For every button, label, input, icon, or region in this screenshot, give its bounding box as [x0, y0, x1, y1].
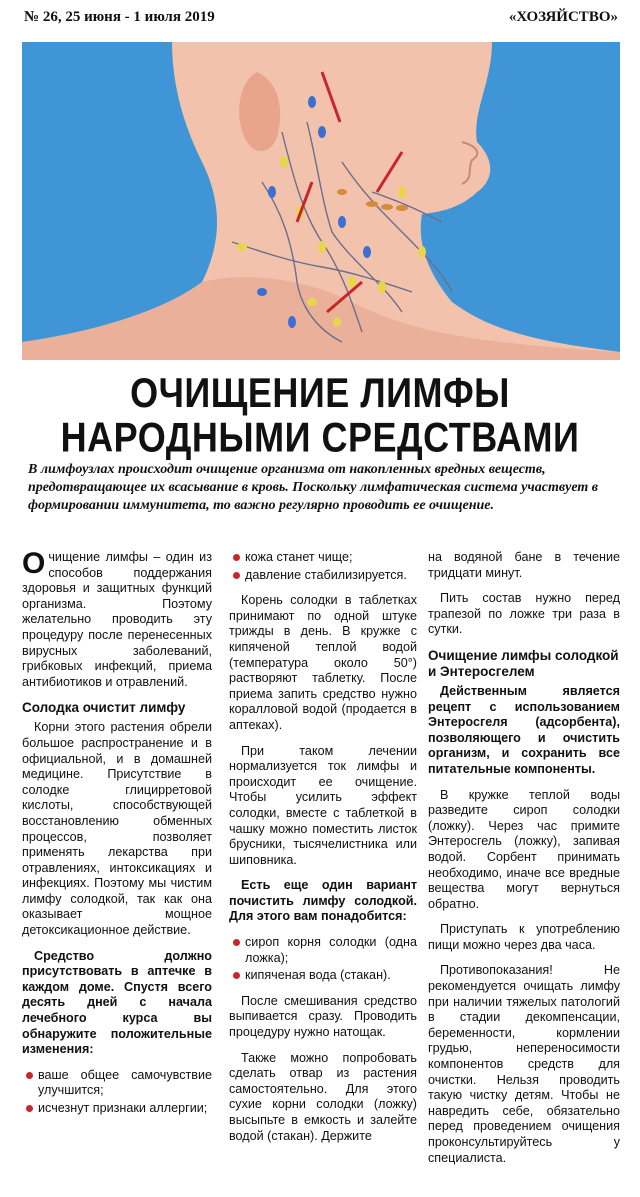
title-line-2: НАРОДНЫМИ СРЕДСТВАМИ: [60, 413, 580, 461]
title-line-1: ОЧИЩЕНИЕ ЛИМФЫ: [130, 368, 510, 416]
ingredients-list: [229, 935, 417, 984]
list-item: ваше общее самочувствие улучшится;: [22, 1068, 212, 1099]
paragraph: При таком лечении нормализуется ток лимфы и происходит ее очищение. Чтобы усилить эффект солодки, вместе с таблеткой в чашку можно поместить листок брусники, тысячелистника или шиповника.: [229, 743, 417, 867]
paragraph: После смешивания средство выпивается сразу. Проводить процедуру нужно натощак.: [229, 993, 417, 1040]
subheading-licorice: Солодка очистит лимфу: [22, 700, 186, 716]
paragraph: Корень солодки в таблетках принимают по одной штуке трижды в день. В кружке с кипяченой теплой водой (температура около 50°) растворяют таблетку. После приема запить средство нужно коралловой водой (продается в аптеках).: [229, 593, 417, 732]
paragraph: Корни этого растения обрели большое распространение и в официальной, и в домашней медицине. Присутствие в солодке глицирретовой кислоты, способствующей восстановлению обменных процессов, позволяет применять лекарства при отравлениях, интоксикациях и инфекциях. Поэтому мы чистим лимфу солодкой, так как она оказывает мощное детоксикационное действие.: [22, 720, 212, 938]
drop-cap: О: [22, 547, 46, 580]
paragraph: Приступать к употреблению пищи можно через два часа.: [428, 922, 620, 952]
list-item: исчезнут признаки аллергии;: [22, 1101, 212, 1117]
list-item: кожа станет чище;: [229, 550, 417, 566]
paragraph: В кружке теплой воды разведите сироп солодки (ложку). Через час примите Энтеросгель (ложку), запивая водой. Сорбент принимать необходимо, иначе все вредные вещества могут вернуться обратно.: [428, 787, 620, 911]
list-item: сироп корня солодки (одна ложка);: [229, 935, 417, 966]
contraindications-paragraph: Противопоказания! Не рекомендуется очищать лимфу при наличии тяжелых патологий в стадии декомпенсации, беременности, кормлении грудью, непереносимости компонентов средств для очистки. Нельзя проводить такую чистку детям. Чтобы не навредить себе, обязательно перед проведением очищения проконсультируйтесь у специалиста.: [428, 963, 620, 1165]
paragraph-bold: Действенным является рецепт с использованием Энтеросгеля (адсорбента), позволяющего и очистить организм, и сохранить все питательные компоненты.: [428, 683, 620, 776]
column-2: [229, 550, 417, 1154]
list-item: кипяченая вода (стакан).: [229, 968, 417, 984]
benefits-list: [22, 1068, 212, 1117]
intro-paragraph: Очищение лимфы – один из способов поддержания здоровья и защитных функций организма. Поэтому желательно проводить эту процедуру после перенесенных вирусных заболеваний, грибковых инфекций, приема антибиотиков и отравлений.: [22, 547, 212, 689]
section-name: «ХОЗЯЙСТВО»: [508, 8, 618, 25]
list-item: давление стабилизируется.: [229, 568, 417, 584]
paragraph: Также можно попробовать сделать отвар из растения самостоятельно. Для этого сухие корни солодки (ложку) высыпьте в емкость и залейте водой (стакан). Держите: [229, 1050, 417, 1143]
subheading-enterosgel: Очищение лимфы солодкой и Энтеросгелем: [428, 647, 619, 679]
paragraph-bold: Есть еще один вариант почистить лимфу солодкой. Для этого вам понадобится:: [229, 878, 417, 924]
issue-info: № 26, 25 июня - 1 июля 2019: [24, 8, 215, 25]
paragraph: на водяной бане в течение тридцати минут.: [428, 550, 620, 580]
neck-lymph-drawing: [22, 42, 620, 360]
column-3: [428, 550, 620, 1176]
column-1: [22, 547, 212, 1127]
article-lead: В лимфоузлах происходит очищение организма от накопленных вредных веществ, предотвращающее их всасывание в кровь. Поскольку лимфатическая система участвует в формировании иммунитета, то важно регулярно проводить ее очищение.: [28, 462, 598, 513]
article-title: [18, 370, 622, 460]
benefits-list-cont: [229, 550, 417, 583]
paragraph: Пить состав нужно перед трапезой по ложке три раза в сутки.: [428, 591, 620, 637]
paragraph-bold: Средство должно присутствовать в аптечке в каждом доме. Спустя всего десять дней с начала лечебного курса вы обнаружите положительные изменения:: [22, 948, 212, 1057]
lymph-illustration: [22, 42, 620, 360]
page-header: [24, 6, 618, 28]
